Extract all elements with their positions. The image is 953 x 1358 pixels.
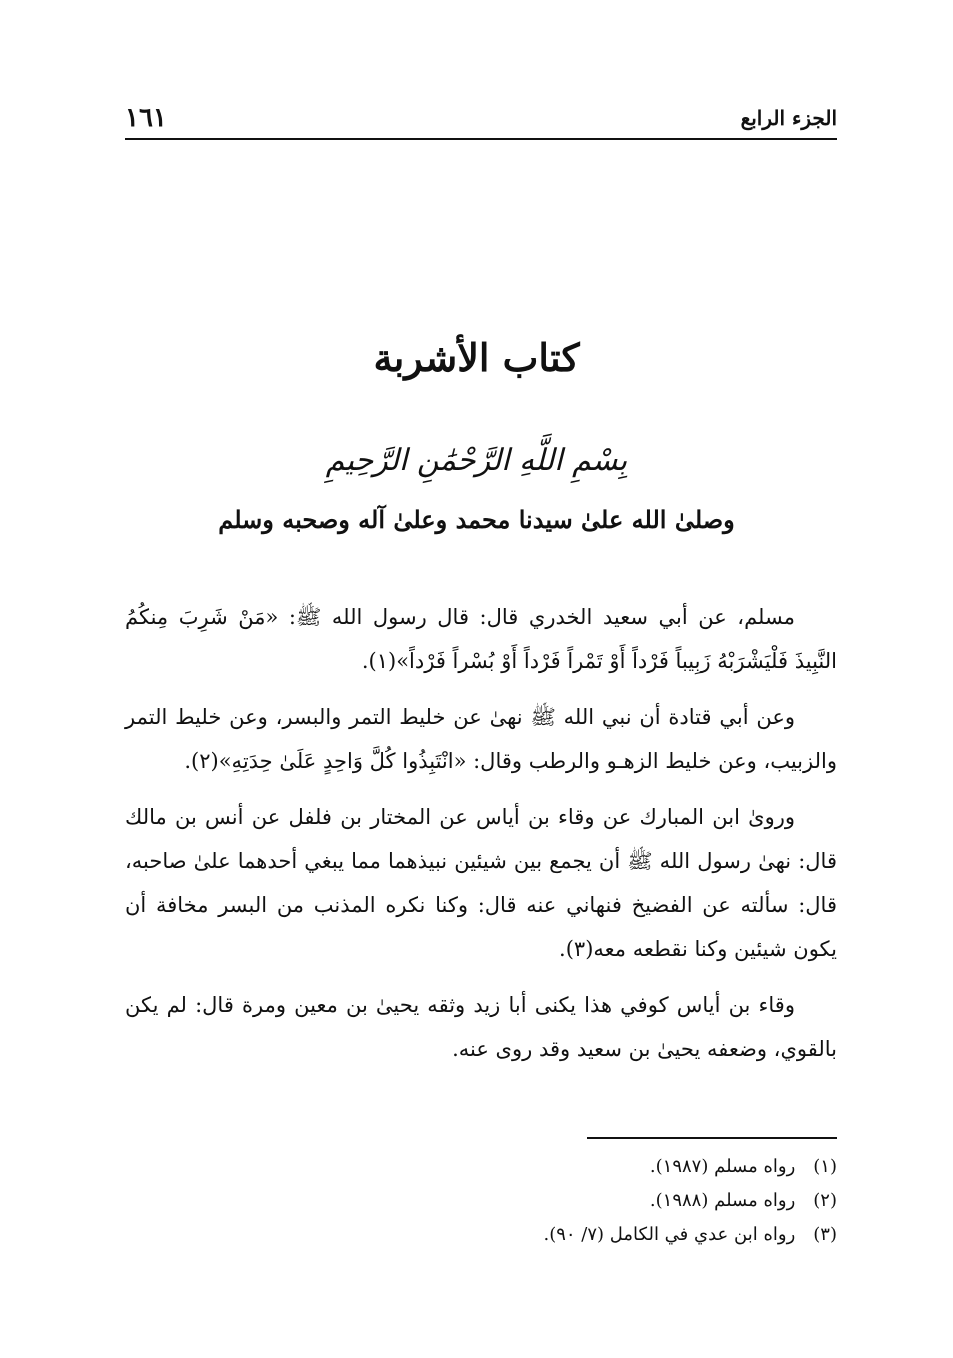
footnote-text: رواه مسلم (١٩٨٧). [649, 1156, 796, 1177]
salutation: وصلىٰ الله علىٰ سيدنا محمد وعلىٰ آله وصحبه وسلم [218, 505, 735, 534]
paragraph: وروىٰ ابن المبارك عن وقاء بن أياس عن المختار بن فلفل عن أنس بن مالك قال: نهىٰ رسول الله ﷺ أن يجمع بين شيئين نبيذهما مما يبغي أحدهما علىٰ صاحبه، قال: سألته عن الفضيخ فنهاني عنه قال: وكنا نكره المذنب من البسر مخافة أن يكون شيئين وكنا نقطعه معه(٣). [125, 805, 837, 961]
footnote-item [125, 1150, 837, 1184]
footnote-number: (٢) [813, 1190, 837, 1211]
body-text [125, 595, 837, 1083]
footnote-text: رواه مسلم (١٩٨٨). [649, 1190, 796, 1211]
page-header [125, 98, 837, 140]
running-title: الجزء الرابع [740, 106, 837, 130]
paragraph: مسلم، عن أبي سعيد الخدري قال: قال رسول الله ﷺ: «مَنْ شَرِبَ مِنكُمُ النَّبِيذَ فَلْيَشْرَبْهُ زَبِيباً فَرْداً أَوْ تَمْراً فَرْداً أَوْ بُسْراً فَرْداً»(١). [125, 605, 837, 673]
footnote-item [125, 1218, 837, 1252]
page-number: ١٦١ [125, 103, 167, 133]
footnotes [125, 1150, 837, 1252]
basmala: بِسْمِ اللَّهِ الرَّحْمَٰنِ الرَّحِيمِ [325, 443, 628, 478]
footnote-item [125, 1184, 837, 1218]
footnote-divider [587, 1137, 837, 1139]
paragraph: وعن أبي قتادة أن نبي الله ﷺ نهىٰ عن خليط التمر والبسر، وعن خليط التمر والزبيب، وعن خليط الزهـو والرطب وقال: «انْتَبِذُوا كُلَّ وَاحِدٍ عَلَىٰ حِدَتِهِ»(٢). [125, 705, 837, 773]
footnote-number: (١) [813, 1156, 837, 1177]
footnote-text: رواه ابن عدي في الكامل (٧/ ٩٠). [543, 1224, 796, 1245]
book-title: كتاب الأشربة [373, 335, 580, 380]
paragraph: وقاء بن أياس كوفي هذا يكنى أبا زيد وثقه يحيىٰ بن معين ومرة قال: لم يكن بالقوي، وضعفه يحيىٰ بن سعيد وقد روى عنه. [125, 993, 837, 1061]
footnote-number: (٣) [813, 1224, 837, 1245]
